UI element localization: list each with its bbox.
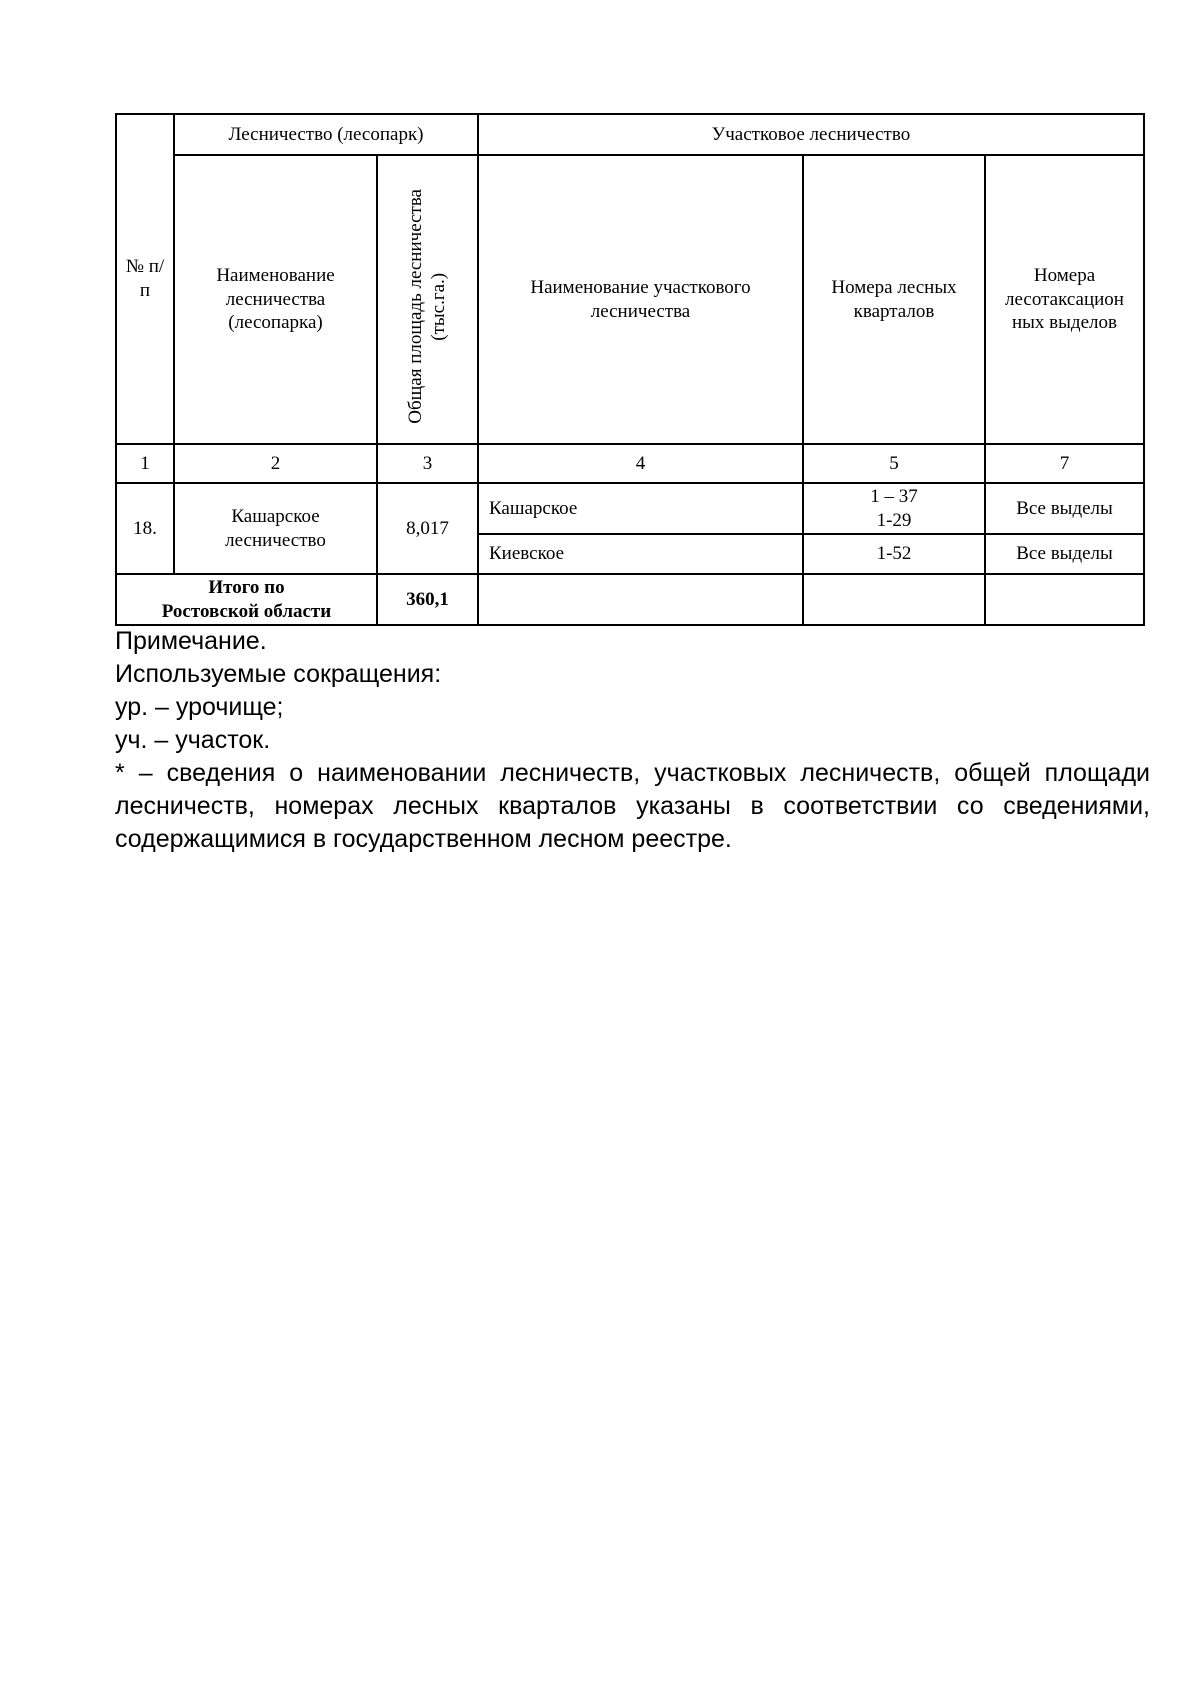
- row-subdivisions: Все выделы: [985, 483, 1144, 534]
- footnote-text: * – сведения о наименовании лесничеств, участковых лесничеств, общей площади лесничеств, номерах лесных кварталов указаны в соответствии со сведениями, содержащимися в государственном лесном реестре.: [115, 759, 1150, 853]
- row-forestry-name: Кашарское лесничество: [174, 483, 377, 574]
- header-row-columns: [116, 155, 1144, 444]
- column-number: 5: [803, 444, 985, 483]
- header-area-line1: Общая площадь лесничества: [404, 189, 426, 424]
- header-area: [377, 155, 478, 444]
- header-num: № п/п: [116, 114, 174, 444]
- row-quarters: 1-52: [803, 534, 985, 574]
- notes-section: [115, 625, 1150, 856]
- header-row-groups: [116, 114, 1144, 155]
- column-number: 1: [116, 444, 174, 483]
- total-empty-cell: [985, 574, 1144, 625]
- header-district-group: Участковое лесничество: [478, 114, 1144, 155]
- column-number-row: [116, 444, 1144, 483]
- abbreviations-title: Используемые сокращения:: [115, 660, 442, 688]
- header-district-name: Наименование участкового лесничества: [478, 155, 803, 444]
- forestry-table: [115, 113, 1145, 626]
- total-empty-cell: [803, 574, 985, 625]
- total-label-line1: Итого по: [208, 576, 285, 598]
- row-district-name: Киевское: [478, 534, 803, 574]
- total-value: 360,1: [377, 574, 478, 625]
- header-forestry-group: Лесничество (лесопарк): [174, 114, 478, 155]
- header-area-line2: (тыс.га.): [427, 272, 449, 341]
- notes-title: Примечание.: [115, 627, 267, 655]
- abbreviation-item: уч. – участок.: [115, 726, 271, 754]
- total-label: [116, 574, 377, 625]
- row-quarters: [803, 483, 985, 534]
- column-number: 3: [377, 444, 478, 483]
- total-empty-cell: [478, 574, 803, 625]
- row-quarters-line1: 1 – 37: [870, 485, 918, 507]
- row-district-name: Кашарское: [478, 483, 803, 534]
- header-forestry-name: Наименование лесничества (лесопарка): [174, 155, 377, 444]
- header-subdivisions: Номера лесотаксацион ных выделов: [985, 155, 1144, 444]
- row-num: 18.: [116, 483, 174, 574]
- abbreviation-item: ур. – урочище;: [115, 693, 284, 721]
- header-quarters: Номера лесных кварталов: [803, 155, 985, 444]
- row-quarters-line2: 1-29: [876, 509, 912, 531]
- column-number: 2: [174, 444, 377, 483]
- total-row: [116, 574, 1144, 625]
- column-number: 7: [985, 444, 1144, 483]
- total-label-line2: Ростовской области: [161, 600, 332, 622]
- row-subdivisions: Все выделы: [985, 534, 1144, 574]
- column-number: 4: [478, 444, 803, 483]
- table-row: [116, 483, 1144, 534]
- row-area: 8,017: [377, 483, 478, 574]
